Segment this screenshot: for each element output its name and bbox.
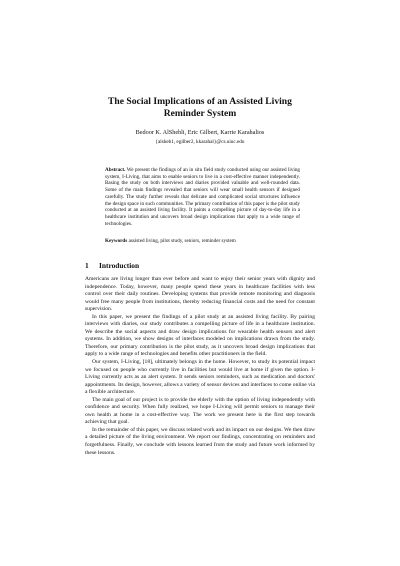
keywords-text: assisted living, pilot study, seniors, reminder system xyxy=(128,238,236,244)
section-heading xyxy=(85,261,315,270)
abstract-label: Abstract. xyxy=(105,167,126,173)
keywords xyxy=(105,238,305,245)
section-title: Introduction xyxy=(99,261,140,270)
section-body xyxy=(85,276,315,457)
paragraph: Americans are living longer than ever before and want to enjoy their senior years with dignity and independence. Today, however, many people spend these years in healthcare facilities with less control over their daily routines. Developing systems that provide remote monitoring and diagnosis would free many people from institutions, thereby reducing financial costs and the need for constant supervision. xyxy=(85,276,315,313)
paragraph: In the remainder of this paper, we discuss related work and its impact on our designs. We then draw a detailed picture of the living environment. We report our findings, concentrating on reminders and forgetfulness. Finally, we conclude with lessons learned from the study and future work informed by these lessons. xyxy=(85,426,315,456)
abstract xyxy=(105,167,300,227)
paragraph: Our system, I-Living, [18], ultimately belongs in the home. However, to study its potential impact we focused on people who currently live in facilities but would live at home if given the option. I-Living currently acts as an alert system. It sends seniors reminders, such as medication and doctors' appointments. Its design, however, allows a variety of sensor devices and interfaces to come online via a flexible architecture. xyxy=(85,359,315,396)
paragraph: In this paper, we present the findings of a pilot study at an assisted living facility. By pairing interviews with diaries, our study contributes a compelling picture of life in a healthcare institution. We describe the social aspects and draw design implications for wearable health sensors and alert systems. In addition, we show designs of interfaces modeled on implications drawn from the study. Therefore, our primary contribution is the pilot study, as it uncovers broad design implications that apply to a wide range of technologies and benefits other practitioners in the field. xyxy=(85,313,315,358)
author-emails: {alsheb1, egilber2, kkarahal}@cs.uiuc.edu xyxy=(155,139,245,145)
section-number: 1 xyxy=(85,261,89,270)
keywords-label: Keywords xyxy=(105,238,128,244)
paper-title xyxy=(70,96,330,120)
paragraph: The main goal of our project is to provide the elderly with the option of living independently with confidence and security. When fully realized, we hope I-Living will permit seniors to manage their own health at home in a cost-effective way. The work we present here is the first step towards achieving that goal. xyxy=(85,396,315,426)
abstract-text: We present the findings of an in situ field study conducted using our assisted living system, I-Living, that aims to enable seniors to live in a cost-effective manner independently. Basing the study on both interviews and diaries provided valuable and well-rounded data. Some of the main findings revealed that seniors will wear small health sensors if designed carefully. The study further reveals that delicate and complicated social structures influence the design space in such communities. The primary contribution of this paper is the pilot study conducted at an assisted living facility. It paints a compelling picture of day-to-day life in a healthcare institution and uncovers broad design implications that apply to a wide range of technologies. xyxy=(105,167,300,227)
title-line-1: The Social Implications of an Assisted Living xyxy=(108,96,292,107)
title-line-2: Reminder System xyxy=(163,108,237,119)
author-list: Bedoor K. AlShebli, Eric Gilbert, Karrie Karahalios xyxy=(135,129,265,136)
